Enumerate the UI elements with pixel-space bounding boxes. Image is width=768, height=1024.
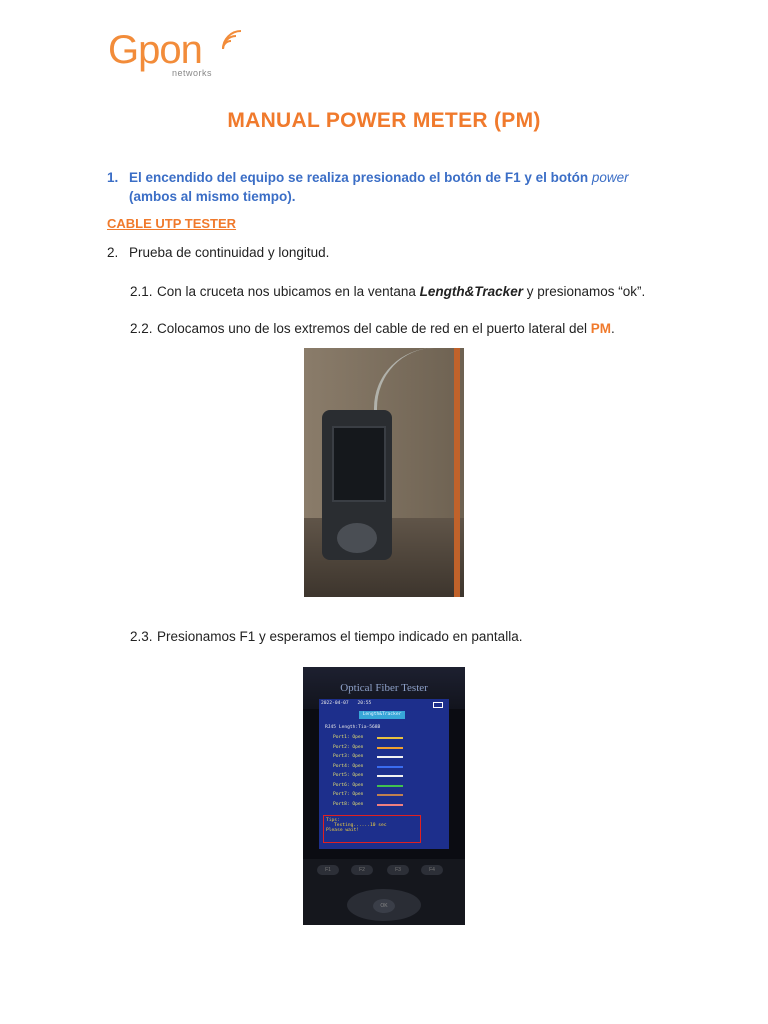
step-2-2-text-before: Colocamos uno de los extremos del cable de red en el puerto lateral del — [157, 321, 591, 336]
port-label: Port1: Open — [333, 735, 364, 740]
device-port-row — [333, 735, 443, 741]
step-2-text: Prueba de continuidad y longitud. — [129, 245, 330, 260]
page-title: MANUAL POWER METER (PM) — [227, 109, 541, 132]
port-label: Port3: Open — [333, 754, 364, 759]
port-label: Port5: Open — [333, 773, 364, 778]
key-f1: F1 — [317, 865, 339, 875]
step-2-2-number: 2.2. — [130, 321, 153, 336]
company-logo — [108, 28, 238, 80]
device-keypad — [303, 859, 465, 925]
step-2-1 — [130, 283, 645, 301]
key-f2: F2 — [351, 865, 373, 875]
tips-wait: Please wait! — [326, 828, 360, 833]
port-wire-bar — [377, 737, 403, 739]
step-2-1-text-before: Con la cruceta nos ubicamos en la ventana — [157, 284, 420, 299]
step-2-1-emphasis: Length&Tracker — [419, 284, 523, 299]
photo-device-screen — [332, 426, 386, 502]
step-2-3 — [130, 628, 522, 646]
device-cable-photo — [304, 348, 464, 597]
device-port-row — [333, 754, 443, 760]
step-2-1-number: 2.1. — [130, 284, 153, 299]
device-tips-box — [323, 815, 421, 843]
logo-wordmark: Gpon — [108, 28, 202, 72]
device-screen-photo — [303, 667, 465, 925]
section-heading: CABLE UTP TESTER — [107, 216, 237, 231]
step-1-text-after: (ambos al mismo tiempo). — [129, 189, 296, 204]
device-date: 2022-04-07 — [321, 701, 349, 706]
port-wire-bar — [377, 747, 403, 749]
port-wire-bar — [377, 766, 403, 768]
port-label: Port4: Open — [333, 763, 364, 769]
step-2-2-text-after: . — [611, 321, 615, 336]
step-1-emphasis: power — [591, 170, 629, 185]
step-2-2 — [130, 320, 615, 338]
device-lcd — [319, 699, 449, 849]
port-label: Port2: Open — [333, 744, 364, 750]
port-label: Port6: Open — [333, 782, 364, 788]
step-2 — [107, 244, 329, 262]
port-wire-bar — [377, 794, 403, 796]
key-ok: OK — [373, 899, 395, 913]
port-wire-bar — [377, 756, 403, 758]
step-1-number: 1. — [107, 170, 119, 185]
logo-subtitle: networks — [172, 68, 213, 78]
device-port-row — [333, 783, 443, 789]
port-label: Port7: Open — [333, 792, 364, 797]
device-time: 20:55 — [357, 701, 372, 706]
tips-title: Tips: — [326, 818, 340, 823]
signal-waves-icon — [220, 30, 242, 52]
step-2-1-text-after: y presionamos “ok”. — [522, 284, 646, 299]
step-2-3-number: 2.3. — [130, 629, 153, 644]
step-2-2-highlight: PM — [590, 321, 612, 336]
key-f4: F4 — [421, 865, 443, 875]
device-status-bar — [321, 701, 447, 709]
device-header: Optical Fiber Tester — [303, 667, 465, 709]
battery-icon — [433, 702, 443, 708]
port-label: Port8: Open — [333, 801, 364, 807]
device-port-row — [333, 773, 443, 779]
tips-testing: Testing......10 sec — [334, 823, 387, 828]
key-f3: F3 — [387, 865, 409, 875]
device-port-row — [333, 802, 443, 808]
step-2-3-text: Presionamos F1 y esperamos el tiempo indicado en pantalla. — [157, 629, 523, 644]
port-wire-bar — [377, 804, 403, 806]
device-port-row — [333, 745, 443, 751]
step-1-text — [129, 168, 669, 206]
step-1-text-before: El encendido del equipo se realiza presionado el botón de F1 y el botón — [129, 170, 592, 185]
device-port-row — [333, 792, 443, 798]
step-2-number: 2. — [107, 245, 119, 260]
port-wire-bar — [377, 785, 403, 787]
device-length-line: RJ45 Length:Tia-568B — [325, 725, 381, 730]
port-wire-bar — [377, 775, 403, 777]
device-tab-length-tracker: Length&Tracker — [359, 711, 405, 719]
photo-device-keypad — [337, 523, 377, 553]
device-port-row — [333, 764, 443, 770]
